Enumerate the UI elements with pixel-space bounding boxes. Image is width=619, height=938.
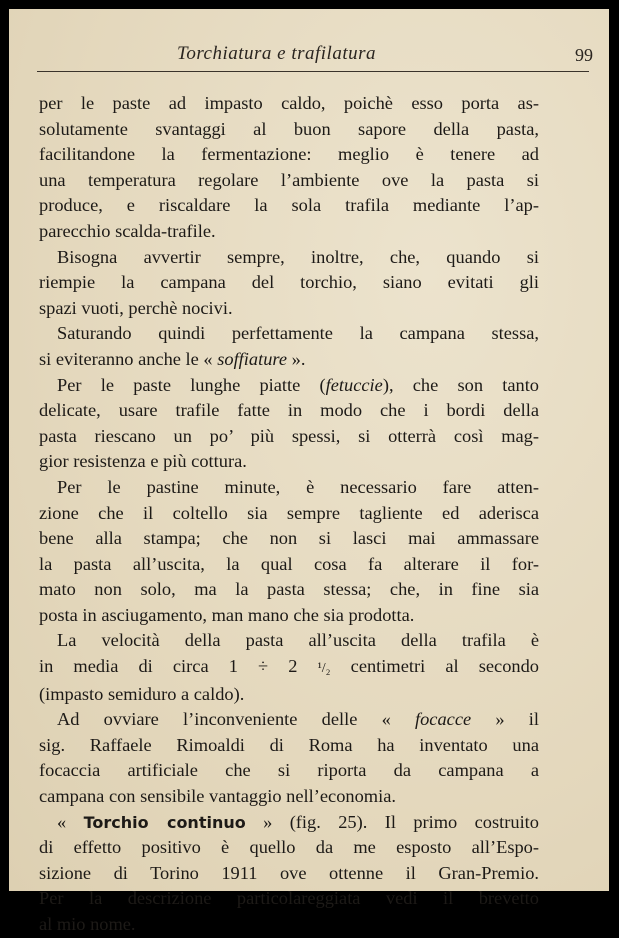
text-span: centimetri al secondo: [330, 656, 539, 677]
italic-term: soffiature: [217, 348, 288, 369]
text-line: [39, 373, 539, 399]
text-line: Bisogna avvertir sempre, inoltre, che, quando si: [57, 246, 539, 267]
italic-term: focacce: [415, 709, 472, 730]
text-span: in media di circa 1 ÷ 2: [39, 656, 318, 677]
text-line: posta in asciugamento, man mano che sia prodotta.: [39, 604, 415, 625]
text-span: Per le paste lunghe piatte (: [57, 374, 326, 395]
text-line: sizione di Torino 1911 ove ottenne il Gran-Premio.: [39, 862, 539, 883]
text-span: Ad ovviare l’inconveniente delle «: [57, 709, 415, 730]
text-line: [39, 707, 539, 733]
body-text: [39, 91, 539, 938]
text-line: campana con sensibile vantaggio nell’economia.: [39, 786, 396, 807]
fraction: ¹/₂: [317, 661, 331, 677]
text-line: [39, 347, 539, 373]
page-number: 99: [575, 45, 593, 65]
italic-term: fetuccie: [325, 374, 383, 395]
text-span: ), che son tanto: [382, 374, 540, 395]
text-line: delicate, usare trafile fatte in modo che i bordi della: [39, 400, 539, 421]
page-header: [37, 37, 593, 77]
book-page: [9, 9, 609, 934]
text-line: facilitandone la fermentazione: meglio è tenere ad: [39, 144, 539, 165]
text-line: pasta riescano un po’ più spessi, si otterrà così mag-: [39, 425, 539, 446]
text-span: si eviteranno anche le «: [39, 348, 218, 369]
text-line: produce, e riscaldare la sola trafila mediante l’ap-: [39, 195, 539, 216]
text-line: [39, 654, 539, 682]
header-rule: [37, 71, 589, 72]
text-line: riempie la campana del torchio, siano evitati gli: [39, 272, 539, 293]
text-line: solutamente svantaggi al buon sapore della pasta,: [39, 118, 539, 139]
text-line: di effetto positivo è quello da me esposto all’Espo-: [39, 837, 539, 858]
text-line: zione che il coltello sia sempre tagliente ed aderisca: [39, 502, 539, 523]
text-line: (impasto semiduro a caldo).: [39, 683, 245, 704]
text-span: ».: [287, 348, 306, 369]
text-span: » il: [471, 709, 539, 730]
text-line: una temperatura regolare l’ambiente ove la pasta si: [39, 169, 539, 190]
text-line: bene alla stampa; che non si lasci mai ammassare: [39, 528, 539, 549]
text-line: spazi vuoti, perchè nocivi.: [39, 297, 233, 318]
text-line: la pasta all’uscita, la qual cosa fa alterare il for-: [39, 553, 539, 574]
running-title: Torchiatura e trafilatura: [177, 43, 377, 64]
text-line: al mio nome.: [39, 914, 136, 934]
text-line: parecchio scalda-trafile.: [39, 220, 216, 241]
text-span: «: [57, 811, 84, 832]
text-line: [39, 810, 539, 836]
text-span: » (fig. 25). Il primo costruito: [245, 811, 539, 832]
text-line: Saturando quindi perfettamente la campana stessa,: [57, 323, 539, 344]
text-line: Per le pastine minute, è necessario fare atten-: [57, 476, 539, 497]
bold-term: Torchio continuo: [83, 812, 246, 832]
text-line: gior resistenza e più cottura.: [39, 451, 247, 472]
text-line: per le paste ad impasto caldo, poichè esso porta as-: [39, 93, 539, 113]
text-line: focaccia artificiale che si riporta da campana a: [39, 760, 539, 781]
text-line: mato non solo, ma la pasta stessa; che, in fine sia: [39, 579, 539, 600]
text-line: Per la descrizione particolareggiata vedi il brevetto: [39, 888, 539, 909]
text-line: sig. Raffaele Rimoaldi di Roma ha inventato una: [39, 734, 539, 755]
text-line: La velocità della pasta all’uscita della trafila è: [57, 630, 539, 651]
